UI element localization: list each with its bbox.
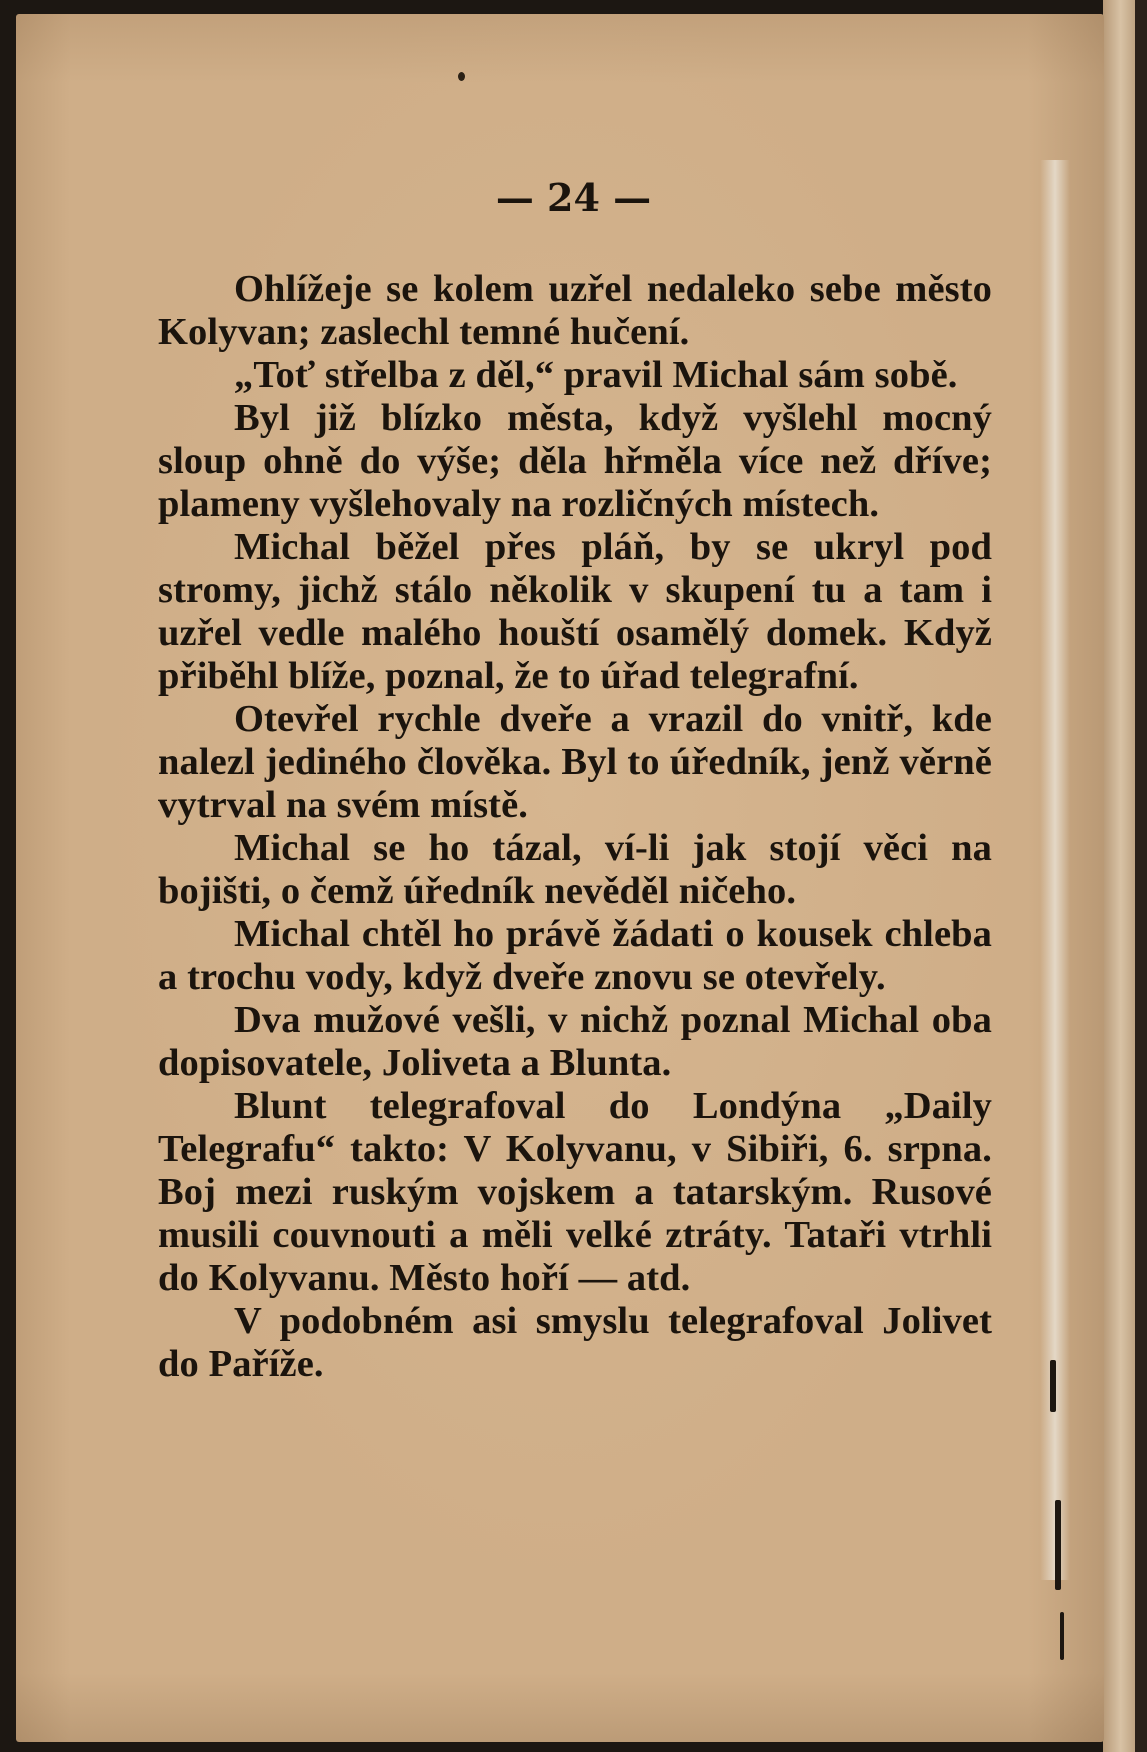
paragraph: Blunt telegrafoval do Londýna „Daily Telegrafu“ takto: V Kolyvanu, v Sibiři, 6. srpna. Boj mezi ruským vojskem a tatarským. Rusové musili couvnouti a měli velké ztráty. Tataři vtrhli do Kolyvanu. Město hoří — atd. bbox=[158, 1085, 992, 1299]
ink-speck bbox=[458, 72, 465, 81]
scan-border bbox=[1135, 0, 1147, 1752]
body-text bbox=[158, 268, 992, 1386]
paragraph: Dva mužové vešli, v nichž poznal Michal oba dopisovatele, Joliveta a Blunta. bbox=[158, 999, 992, 1084]
paragraph: „Toť střelba z děl,“ pravil Michal sám sobě. bbox=[234, 354, 958, 396]
edge-mark bbox=[1055, 1500, 1061, 1590]
paragraph: Michal běžel přes pláň, by se ukryl pod stromy, jichž stálo několik v skupení tu a tam i uzřel vedle malého houští osamělý domek. Když přiběhl blíže, poznal, že to úřad telegrafní. bbox=[158, 526, 992, 697]
paragraph: Byl již blízko města, když vyšlehl mocný sloup ohně do výše; děla hřměla více než dříve; plameny vyšlehovaly na rozličných místech. bbox=[158, 397, 992, 525]
edge-mark bbox=[1050, 1360, 1056, 1412]
edge-mark bbox=[1060, 1612, 1064, 1660]
paragraph: Ohlížeje se kolem uzřel nedaleko sebe město Kolyvan; zaslechl temné hučení. bbox=[158, 268, 992, 353]
page-number: — 24 — bbox=[495, 175, 652, 220]
paragraph: V podobném asi smyslu telegrafoval Jolivet do Paříže. bbox=[158, 1300, 992, 1385]
paragraph: Michal se ho tázal, ví-li jak stojí věci na bojišti, o čemž úředník nevěděl ničeho. bbox=[158, 827, 992, 912]
paragraph: Michal chtěl ho právě žádati o kousek chleba a trochu vody, když dveře znovu se otevřely. bbox=[158, 913, 992, 998]
paragraph: Otevřel rychle dveře a vrazil do vnitř, kde nalezl jediného člověka. Byl to úředník, jenž věrně vytrval na svém místě. bbox=[158, 698, 992, 826]
